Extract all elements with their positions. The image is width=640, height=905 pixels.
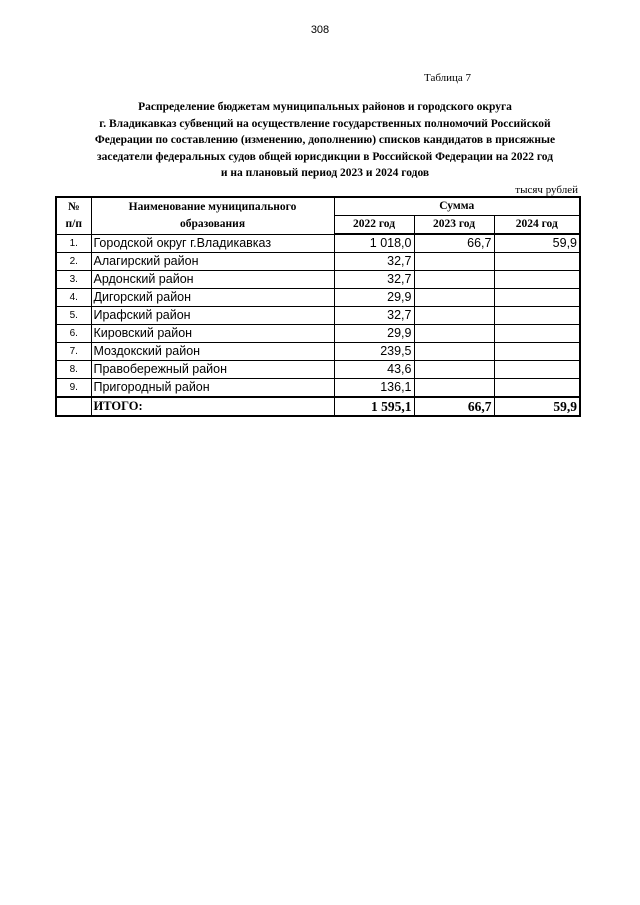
- table-row: [56, 361, 580, 379]
- row-value-2022: 1 595,1: [334, 397, 414, 416]
- row-municipality-name: Моздокский район: [91, 343, 334, 361]
- title-line: Распределение бюджетам муниципальных районов и городского округа: [138, 101, 512, 113]
- row-value-2022: 29,9: [334, 325, 414, 343]
- row-municipality-name: Дигорский район: [91, 289, 334, 307]
- row-value-2023: [414, 379, 494, 398]
- row-value-2022: 239,5: [334, 343, 414, 361]
- table-row: [56, 379, 580, 398]
- header-name-line1: Наименование муниципального: [128, 200, 297, 213]
- row-municipality-name: Городской округ г.Владикавказ: [91, 234, 334, 253]
- row-number: 6.: [56, 325, 91, 343]
- row-value-2022: 29,9: [334, 289, 414, 307]
- table-label: Таблица 7: [424, 72, 472, 84]
- header-number-line2: п/п: [65, 217, 82, 230]
- table-row: [56, 289, 580, 307]
- table-total-row: [56, 397, 580, 416]
- table-row: [56, 234, 580, 253]
- row-municipality-name: Кировский район: [91, 325, 334, 343]
- row-value-2023: [414, 253, 494, 271]
- row-municipality-name: ИТОГО:: [91, 397, 334, 416]
- row-municipality-name: Алагирский район: [91, 253, 334, 271]
- row-value-2022: 136,1: [334, 379, 414, 398]
- row-value-2023: [414, 271, 494, 289]
- row-value-2023: 66,7: [414, 234, 494, 253]
- table-row: [56, 271, 580, 289]
- row-value-2023: [414, 289, 494, 307]
- row-value-2024: [494, 271, 580, 289]
- row-value-2022: 1 018,0: [334, 234, 414, 253]
- row-number: 9.: [56, 379, 91, 398]
- row-value-2024: [494, 289, 580, 307]
- row-value-2024: [494, 253, 580, 271]
- header-year-2024: 2024 год: [494, 216, 580, 235]
- header-number: [56, 197, 91, 234]
- row-value-2023: [414, 361, 494, 379]
- row-value-2022: 32,7: [334, 307, 414, 325]
- table-row: [56, 253, 580, 271]
- table-row: [56, 307, 580, 325]
- row-value-2024: 59,9: [494, 397, 580, 416]
- row-value-2024: [494, 307, 580, 325]
- title-line: и на плановый период 2023 и 2024 годов: [220, 167, 430, 179]
- header-sum: Сумма: [334, 197, 580, 216]
- header-year-2022: 2022 год: [334, 216, 414, 235]
- row-municipality-name: Ирафский район: [91, 307, 334, 325]
- header-name-line2: образования: [179, 217, 246, 230]
- row-number: 7.: [56, 343, 91, 361]
- row-value-2022: 43,6: [334, 361, 414, 379]
- table-row: [56, 325, 580, 343]
- row-value-2024: [494, 361, 580, 379]
- document-title: [40, 99, 610, 182]
- row-number: 2.: [56, 253, 91, 271]
- row-value-2023: [414, 307, 494, 325]
- row-value-2024: 59,9: [494, 234, 580, 253]
- row-number: 8.: [56, 361, 91, 379]
- title-line: заседатели федеральных судов общей юрисдикции в Российской Федерации на 2022 год: [96, 150, 554, 163]
- row-value-2022: 32,7: [334, 253, 414, 271]
- row-value-2023: 66,7: [414, 397, 494, 416]
- subsidy-table: [55, 196, 581, 417]
- row-value-2024: [494, 379, 580, 398]
- title-line: Федерации по составлению (изменению, дополнению) списков кандидатов в присяжные: [94, 134, 556, 146]
- header-name: [91, 197, 334, 234]
- row-number: 1.: [56, 234, 91, 253]
- row-value-2023: [414, 325, 494, 343]
- row-municipality-name: Ардонский район: [91, 271, 334, 289]
- units-label: тысяч рублей: [515, 184, 578, 196]
- row-number: 3.: [56, 271, 91, 289]
- row-number: 5.: [56, 307, 91, 325]
- row-number: [56, 397, 91, 416]
- page-number: 308: [310, 24, 330, 36]
- row-value-2023: [414, 343, 494, 361]
- row-value-2024: [494, 325, 580, 343]
- row-number: 4.: [56, 289, 91, 307]
- row-municipality-name: Правобережный район: [91, 361, 334, 379]
- row-value-2022: 32,7: [334, 271, 414, 289]
- row-municipality-name: Пригородный район: [91, 379, 334, 398]
- table-row: [56, 343, 580, 361]
- header-year-2023: 2023 год: [414, 216, 494, 235]
- header-number-line1: №: [67, 200, 80, 213]
- title-line: г. Владикавказ субвенций на осуществление государственных полномочий Российской: [99, 117, 551, 130]
- row-value-2024: [494, 343, 580, 361]
